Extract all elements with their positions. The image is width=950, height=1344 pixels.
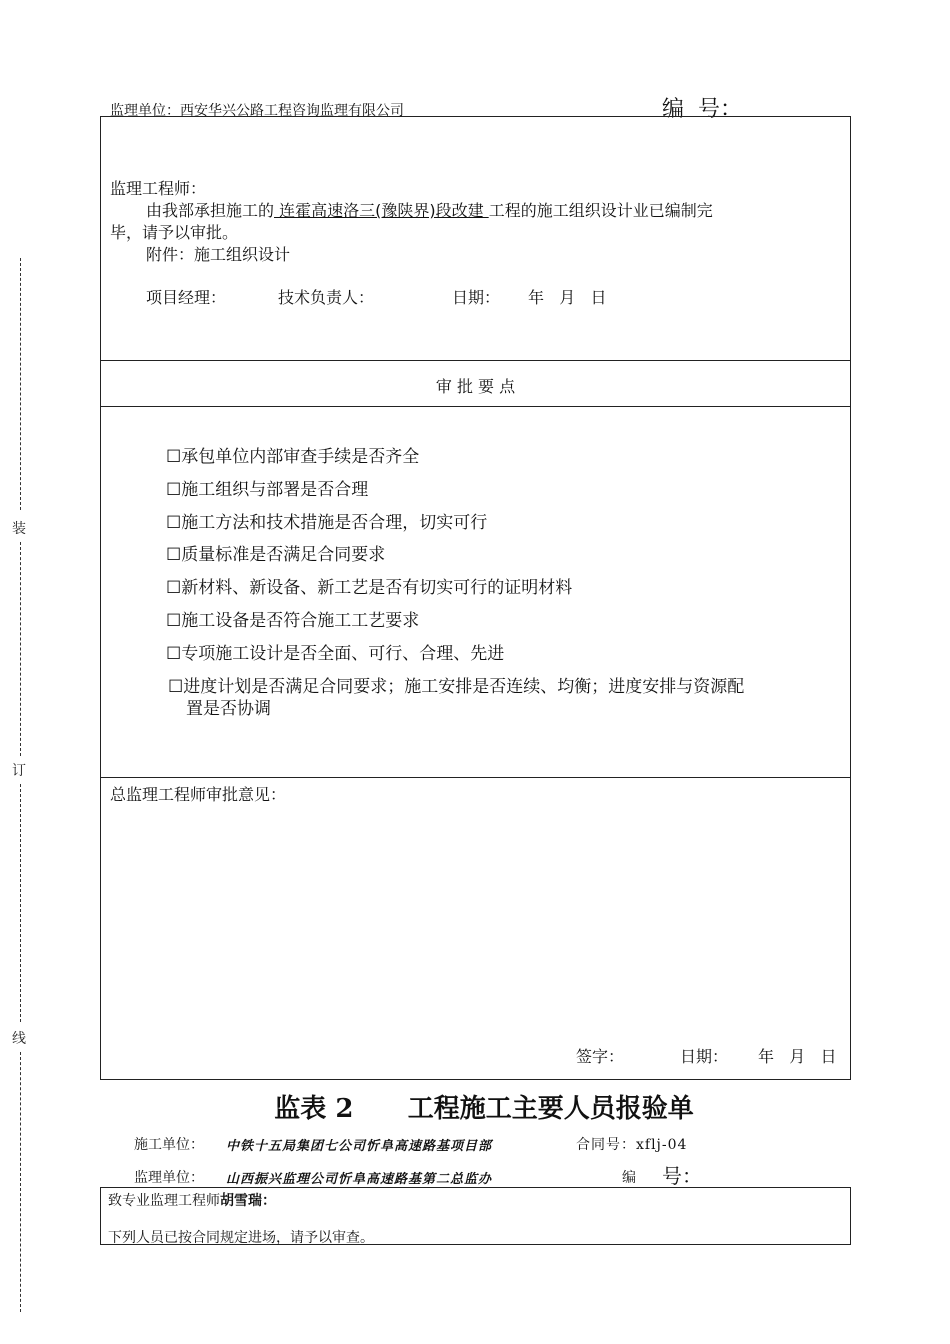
review-item-schedule-line-1: ☐进度计划是否满足合同要求；施工安排是否连续、均衡；进度安排与资源配 <box>168 677 745 697</box>
addressee: 监理工程师： <box>110 179 207 198</box>
review-item: ☐施工设备是否符合施工工艺要求 <box>166 611 420 631</box>
engineer-name: 胡雪瑞： <box>220 1193 276 1209</box>
review-item: ☐质量标准是否满足合同要求 <box>166 545 386 565</box>
application-date-ymd: 年 月 日 <box>528 288 607 307</box>
supervisor-label: 监理单位： <box>134 1170 204 1186</box>
review-points-title: 审 批 要 点 <box>435 377 516 396</box>
personnel-notice: 下列人员已按合同规定进场，请予以审查。 <box>108 1230 374 1246</box>
binding-mark-zhuang: 装 <box>12 521 26 537</box>
review-item: ☐施工组织与部署是否合理 <box>166 480 369 500</box>
binding-line-3 <box>20 784 21 1022</box>
body-prefix: 由我部承担施工的 <box>146 201 275 220</box>
form-number-label: 编 号： <box>662 97 742 122</box>
to-engineer-label: 致专业监理工程师 <box>108 1193 220 1209</box>
contractor-name: 中铁十五局集团七公司忻阜高速路基项目部 <box>226 1139 493 1154</box>
project-manager-label: 项目经理： <box>146 288 227 307</box>
project-name: 连霍高速洛三(豫陕界)段改建 <box>274 201 489 220</box>
chief-date-ymd: 年 月 日 <box>758 1047 837 1066</box>
review-item: ☐施工方法和技术措施是否合理，切实可行 <box>166 513 488 533</box>
form2-number-label: 编 <box>622 1170 636 1186</box>
attachment: 附件：施工组织设计 <box>146 245 291 264</box>
application-body-line-2: 毕，请予以审批。 <box>110 223 239 242</box>
row-divider-3 <box>100 777 851 778</box>
application-date-label: 日期： <box>452 288 501 307</box>
binding-mark-xian: 线 <box>12 1031 26 1047</box>
supervisor-name: 山西振兴监理公司忻阜高速路基第二总监办 <box>226 1172 493 1187</box>
tech-lead-label: 技术负责人： <box>278 288 375 307</box>
supervision-unit: 监理单位：西安华兴公路工程咨询监理有限公司 <box>110 103 404 119</box>
contract-number: 合同号：xflj-04 <box>576 1137 688 1153</box>
chief-date-label: 日期： <box>680 1047 729 1066</box>
form2-title: 监表 2 工程施工主要人员报验单 <box>274 1094 694 1124</box>
form2-number-label-2: 号： <box>662 1164 702 1188</box>
signature-label: 签字： <box>576 1047 625 1066</box>
contractor-label: 施工单位： <box>134 1137 204 1153</box>
binding-mark-ding: 订 <box>12 763 26 779</box>
review-item: ☐承包单位内部审查手续是否齐全 <box>166 447 420 467</box>
body-suffix: 工程的施工组织设计业已编制完 <box>488 201 713 220</box>
to-engineer <box>108 1190 276 1210</box>
binding-line-2 <box>20 542 21 756</box>
row-divider-2 <box>100 406 851 407</box>
chief-opinion-label: 总监理工程师审批意见： <box>110 785 287 804</box>
review-item: ☐专项施工设计是否全面、可行、合理、先进 <box>166 644 505 664</box>
row-divider-1 <box>100 360 851 361</box>
review-item: ☐新材料、新设备、新工艺是否有切实可行的证明材料 <box>166 578 573 598</box>
application-body-line-1 <box>146 198 713 221</box>
review-item-schedule-line-2: 置是否协调 <box>186 699 271 719</box>
